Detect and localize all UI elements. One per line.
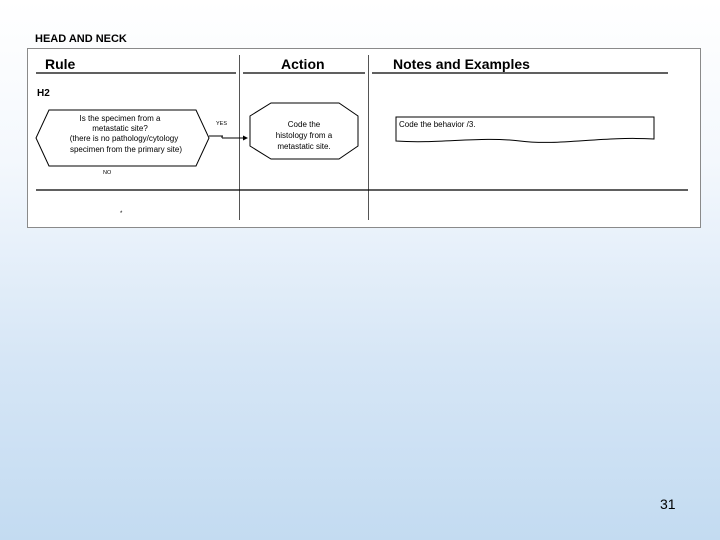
action-column-header: Action (281, 56, 325, 72)
rule-id: H2 (37, 88, 50, 99)
rule-column-header: Rule (45, 56, 76, 72)
action-line-3: metastatic site. (277, 142, 331, 151)
decision-line-2: metastatic site? (92, 124, 148, 133)
no-label: NO (103, 170, 112, 176)
page-number: 31 (660, 496, 676, 512)
decision-line-1: Is the specimen from a (79, 114, 161, 123)
decision-line-4: specimen from the primary site) (69, 145, 183, 154)
yes-arrowhead (243, 136, 248, 141)
section-title: HEAD AND NECK (35, 33, 127, 45)
note-text: Code the behavior /3. (399, 120, 476, 129)
yes-label: YES (216, 121, 228, 127)
continuation-mark: * (120, 211, 123, 217)
action-line-1: Code the (287, 120, 321, 129)
decision-line-3: (there is no pathology/cytology (69, 134, 179, 143)
action-line-2: histology from a (275, 131, 333, 140)
notes-column-header: Notes and Examples (393, 56, 530, 72)
